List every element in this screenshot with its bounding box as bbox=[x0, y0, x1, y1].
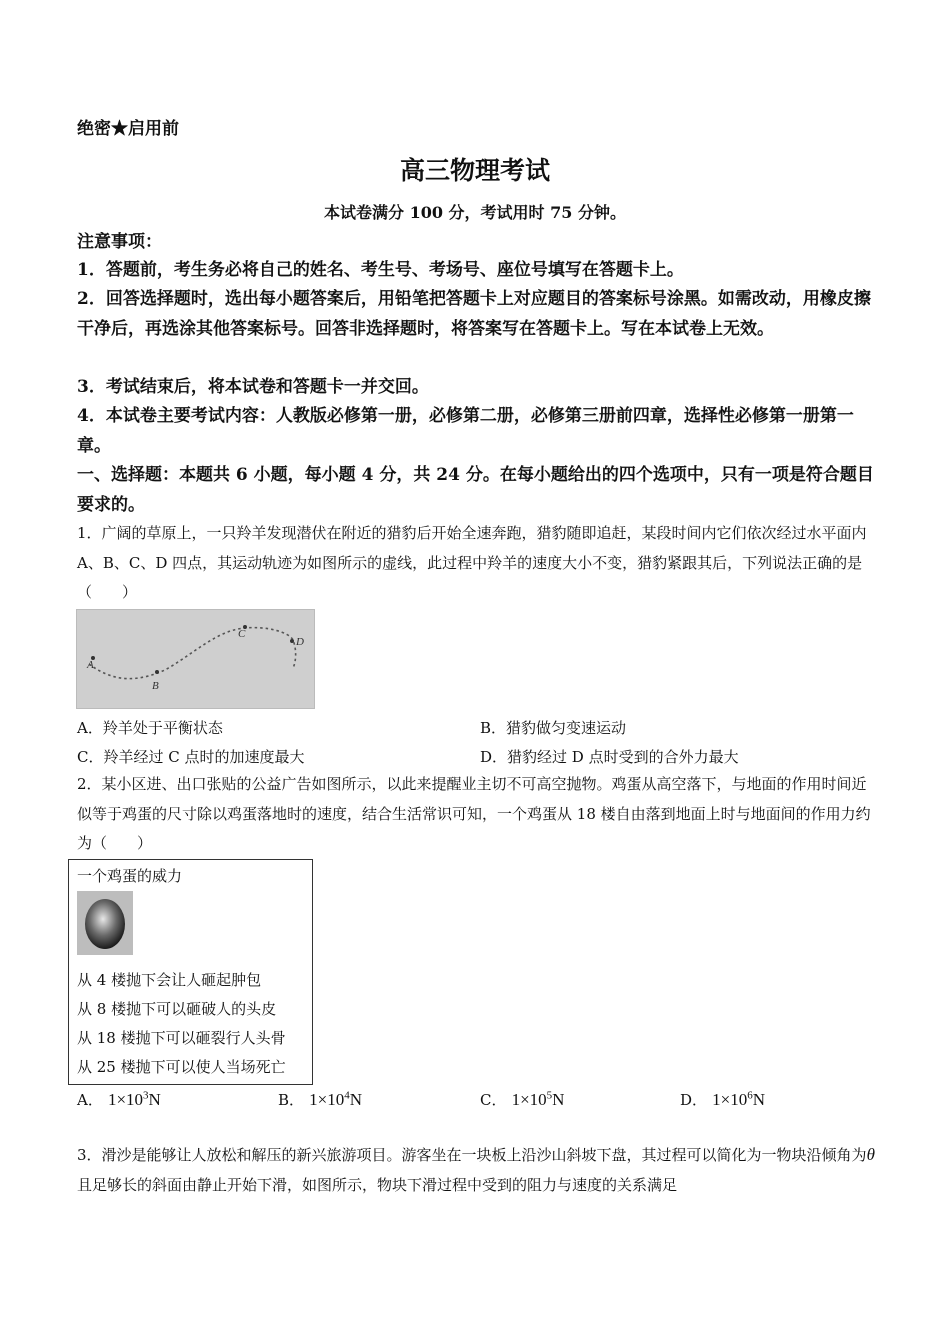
notice-item-3: 3．考试结束后，将本试卷和答题卡一并交回。 bbox=[77, 377, 429, 397]
option-letter: C． bbox=[480, 1091, 507, 1109]
label-a: A bbox=[87, 659, 94, 671]
option-unit: N bbox=[752, 1090, 765, 1109]
question-3-text bbox=[77, 1140, 877, 1200]
option-letter: B． bbox=[278, 1091, 305, 1109]
egg-warning-poster bbox=[68, 859, 313, 1085]
egg-icon bbox=[77, 891, 133, 955]
question-1-figure bbox=[76, 609, 315, 709]
question-1-text: 1．广阔的草原上，一只羚羊发现潜伏在附近的猎豹后开始全速奔跑，猎豹随即追赶，某段时间内它们依次经过水平面内 A、B、C、D 四点，其运动轨迹为如图所示的虚线，此过程中羚羊的速度大小不变，猎豹紧跟其后，下列说法正确的是（ ） bbox=[77, 524, 867, 601]
point-b bbox=[155, 670, 159, 674]
option-unit: N bbox=[148, 1090, 161, 1109]
label-b: B bbox=[152, 680, 159, 692]
notice-item-1: 1．答题前，考生务必将自己的姓名、考生号、考场号、座位号填写在答题卡上。 bbox=[77, 260, 684, 280]
exam-subtitle: 本试卷满分 100 分，考试用时 75 分钟。 bbox=[324, 203, 626, 222]
question-2-option-c[interactable] bbox=[480, 1089, 564, 1110]
question-2-option-a[interactable] bbox=[77, 1089, 161, 1110]
label-c: C bbox=[238, 628, 246, 640]
confidential-label: 绝密★启用前 bbox=[77, 119, 179, 139]
option-exponent: 5 bbox=[546, 1089, 553, 1102]
theta-symbol: θ bbox=[866, 1145, 875, 1164]
notice-item-2: 2．回答选择题时，选出每小题答案后，用铅笔把答题卡上对应题目的答案标号涂黑。如需改动，用橡皮擦干净后，再选涂其他答案标号。回答非选择题时，将答案写在答题卡上。写在本试卷上无效。 bbox=[77, 289, 871, 339]
option-base: 1×10 bbox=[511, 1090, 547, 1109]
poster-line-2: 从 8 楼抛下可以砸破人的头皮 bbox=[77, 1000, 277, 1018]
question-2-text: 2．某小区进、出口张贴的公益广告如图所示，以此来提醒业主切不可高空抛物。鸡蛋从高空落下，与地面的作用时间近似等于鸡蛋的尺寸除以鸡蛋落地时的速度，结合生活常识可知，一个鸡蛋从 18 楼自由落到地面上时与地面间的作用力约为（ ） bbox=[77, 775, 871, 852]
question-1-option-c[interactable]: C．羚羊经过 C 点时的加速度最大 bbox=[77, 748, 305, 766]
option-value bbox=[309, 1090, 362, 1109]
question-2-option-d[interactable] bbox=[680, 1089, 765, 1110]
option-base: 1×10 bbox=[309, 1090, 345, 1109]
question-2-option-b[interactable] bbox=[278, 1089, 362, 1110]
trajectory-path bbox=[89, 628, 296, 679]
option-base: 1×10 bbox=[107, 1090, 144, 1109]
option-value bbox=[712, 1090, 765, 1109]
poster-title: 一个鸡蛋的威力 bbox=[77, 867, 183, 885]
question-3-text-part-1: 3．滑沙是能够让人放松和解压的新兴旅游项目。游客坐在一块板上沿沙山斜坡下盘，其过程可以简化为一物块沿倾角为 bbox=[77, 1146, 867, 1164]
option-unit: N bbox=[552, 1090, 565, 1109]
question-1-option-d[interactable]: D．猎豹经过 D 点时受到的合外力最大 bbox=[480, 748, 739, 766]
question-1-option-b[interactable]: B．猎豹做匀变速运动 bbox=[480, 719, 627, 737]
option-exponent: 3 bbox=[143, 1089, 149, 1102]
option-letter: D． bbox=[680, 1091, 708, 1109]
section-1-heading: 一、选择题：本题共 6 小题，每小题 4 分，共 24 分。在每小题给出的四个选项中，只有一项是符合题目要求的。 bbox=[77, 465, 874, 515]
poster-line-3: 从 18 楼抛下可以砸裂行人头骨 bbox=[77, 1029, 286, 1047]
option-value bbox=[512, 1090, 565, 1109]
option-value bbox=[108, 1090, 161, 1109]
option-letter: A． bbox=[77, 1091, 103, 1109]
option-base: 1×10 bbox=[712, 1090, 748, 1109]
label-d: D bbox=[296, 636, 304, 648]
trajectory-diagram bbox=[77, 610, 314, 708]
notice-heading: 注意事项： bbox=[77, 232, 162, 252]
egg-photo bbox=[77, 891, 133, 955]
exam-title: 高三物理考试 bbox=[399, 156, 550, 185]
notice-item-4: 4．本试卷主要考试内容：人教版必修第一册，必修第二册，必修第三册前四章，选择性必修第一册第一章。 bbox=[77, 406, 854, 456]
question-3-text-part-2: 且足够长的斜面由静止开始下滑，如图所示，物块下滑过程中受到的阻力与速度的关系满足 bbox=[77, 1175, 678, 1194]
poster-line-4: 从 25 楼抛下可以使人当场死亡 bbox=[77, 1058, 286, 1076]
poster-line-1: 从 4 楼抛下会让人砸起肿包 bbox=[77, 971, 262, 989]
point-d bbox=[290, 639, 294, 643]
question-1-option-a[interactable]: A．羚羊处于平衡状态 bbox=[77, 719, 223, 737]
option-exponent: 6 bbox=[747, 1089, 753, 1102]
option-exponent: 4 bbox=[344, 1089, 350, 1102]
option-unit: N bbox=[349, 1090, 362, 1109]
